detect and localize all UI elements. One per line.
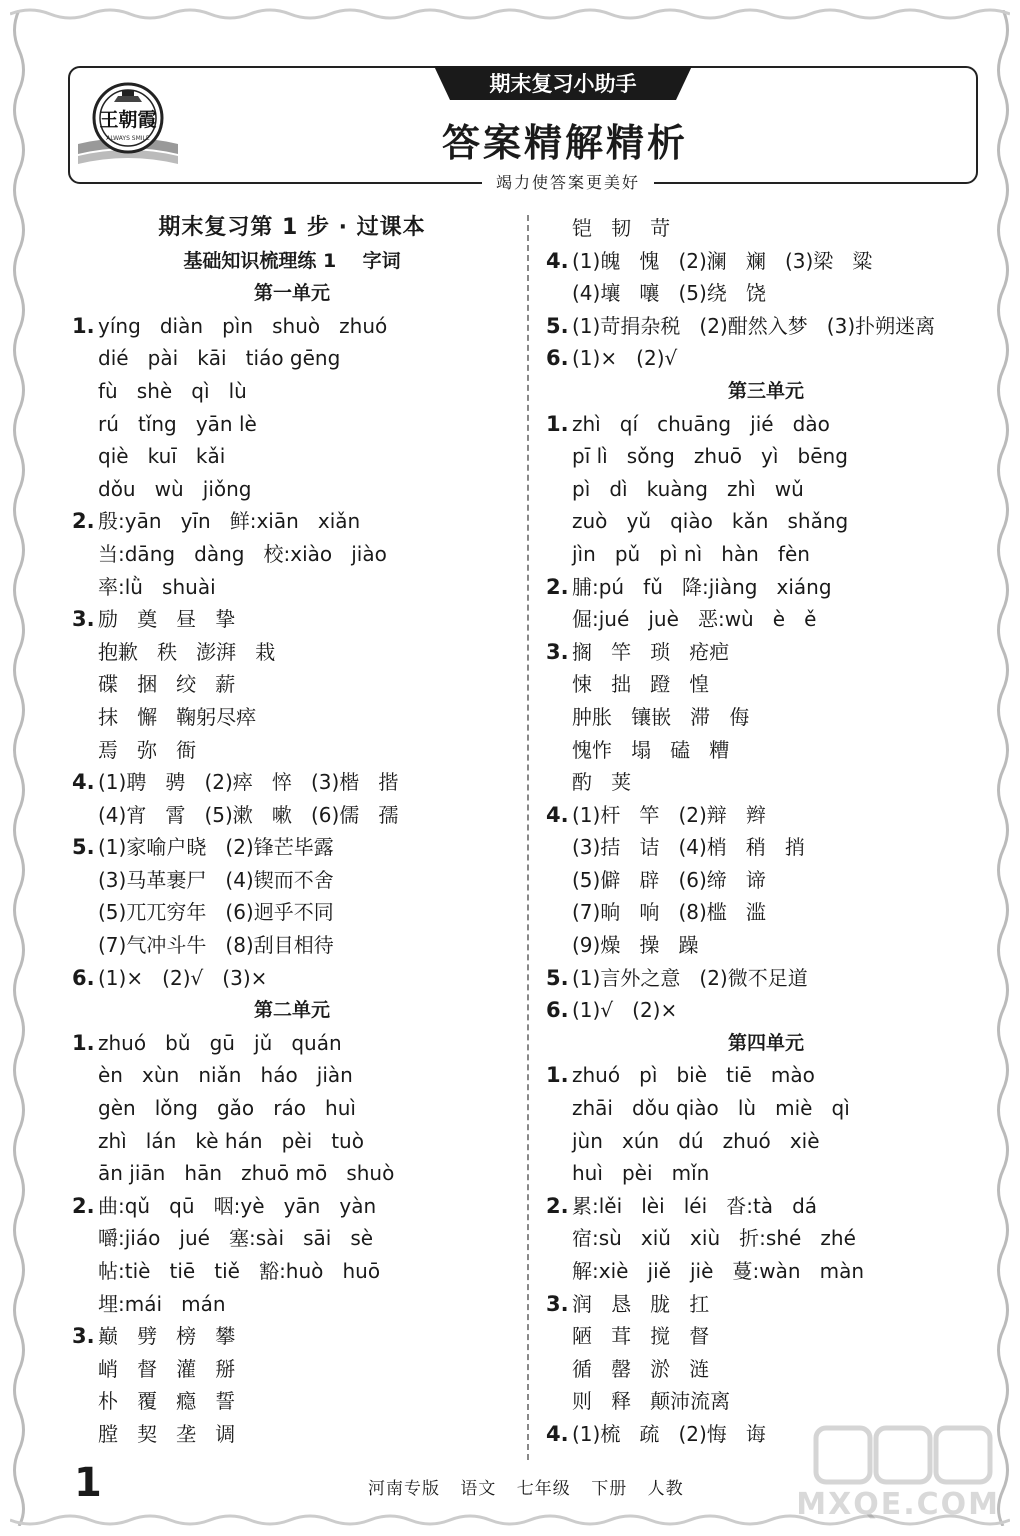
- page-border-right: [992, 10, 1014, 1526]
- item-number: 4.: [546, 802, 569, 827]
- heading-text: 第三单元: [727, 379, 804, 402]
- answer-item: [72, 310, 512, 343]
- answer-continuation: [72, 701, 512, 734]
- right-column: [546, 212, 986, 1451]
- answer-text: (1)魄 愧 (2)澜 斓 (3)梁 粱: [572, 248, 873, 273]
- item-number: 3.: [546, 639, 569, 664]
- answer-continuation: [546, 1157, 986, 1190]
- answer-continuation: [546, 1353, 986, 1386]
- answer-item: [546, 342, 986, 375]
- heading-text: 第一单元: [253, 282, 330, 305]
- answer-continuation: [546, 277, 986, 310]
- answer-text: (3)拮 诘 (4)梢 稍 捎: [572, 835, 805, 860]
- watermark-text: MXQE.COM: [796, 1487, 1000, 1522]
- answer-continuation: [72, 1222, 512, 1255]
- answer-text: 悚 拙 蹬 惶: [572, 672, 710, 697]
- page-header: [68, 66, 978, 192]
- item-number: 5.: [546, 313, 569, 338]
- answer-text: 宿:sù xiǔ xiù 折:shé zhé: [572, 1226, 856, 1251]
- answer-text: fù shè qì lù: [98, 378, 247, 403]
- answer-continuation: [72, 1059, 512, 1092]
- answer-item: [546, 1190, 986, 1223]
- answer-continuation: [546, 668, 986, 701]
- answer-continuation: [546, 1255, 986, 1288]
- answer-continuation: [546, 473, 986, 506]
- answer-continuation: [72, 896, 512, 929]
- footer-info: 河南专版 语文 七年级 下册 人教: [368, 1479, 684, 1499]
- watermark: [796, 1422, 1000, 1522]
- header-tag: [450, 66, 676, 100]
- answer-text: 埋:mái mán: [98, 1291, 226, 1316]
- answer-continuation: [72, 668, 512, 701]
- answer-text: 膛 契 垄 调: [98, 1421, 236, 1446]
- answer-continuation: [546, 864, 986, 897]
- answer-text: (1)聘 骋 (2)瘁 悴 (3)楷 揩: [98, 770, 399, 795]
- svg-text:ALWAYS SMILE: ALWAYS SMILE: [106, 135, 150, 142]
- answer-text: 解:xiè jiě jiè 蔓:wàn màn: [572, 1259, 865, 1283]
- answer-continuation: [546, 1385, 986, 1418]
- answer-continuation: [72, 1353, 512, 1386]
- page-subtitle: 竭力使答案更美好: [482, 170, 654, 193]
- answer-item: [546, 799, 986, 832]
- answer-text: yíng diàn pìn shuò zhuó: [98, 313, 388, 338]
- item-number: 2.: [546, 1193, 569, 1218]
- answer-text: 肿胀 镶嵌 滞 侮: [572, 704, 750, 729]
- answer-text: 则 释 颠沛流离: [572, 1389, 731, 1414]
- answer-text: (1)言外之意 (2)微不足道: [572, 965, 808, 990]
- answer-item: [546, 636, 986, 669]
- item-number: 1.: [72, 1030, 95, 1055]
- item-number: 2.: [72, 509, 95, 534]
- answer-continuation: [546, 212, 986, 245]
- answer-text: 朴 覆 瘾 誓: [98, 1389, 236, 1414]
- answer-continuation: [72, 1125, 512, 1158]
- answer-continuation: [72, 1157, 512, 1190]
- answer-text: 当:dāng dàng 校:xiào jiào: [98, 541, 387, 566]
- answer-item: [546, 1059, 986, 1092]
- answer-item: [546, 1288, 986, 1321]
- answer-text: 脯:pú fǔ 降:jiàng xiáng: [572, 574, 832, 599]
- answer-text: zhì lán kè hán pèi tuò: [98, 1128, 364, 1153]
- answer-text: (1)× (2)√: [572, 346, 678, 371]
- answer-continuation: [546, 929, 986, 962]
- answer-text: zhuó bǔ gū jǔ quán: [98, 1030, 342, 1055]
- answer-text: (9)燥 操 躁: [572, 933, 699, 958]
- answer-text: ān jiān hān zhuō mō shuò: [98, 1161, 395, 1186]
- answer-text: (3)马革裹尸 (4)锲而不舍: [98, 867, 334, 892]
- answer-item: [72, 603, 512, 636]
- page-title: 答案精解精析: [441, 121, 688, 165]
- answer-text: zuò yǔ qiào kǎn shǎng: [572, 509, 849, 534]
- answer-text: 酌 荚: [572, 770, 632, 795]
- answer-text: zhì qí chuāng jié dào: [572, 411, 830, 436]
- answer-text: èn xùn niǎn háo jiàn: [98, 1063, 353, 1088]
- answer-text: rú tǐng yān lè: [98, 411, 257, 436]
- answer-text: 循 罄 淤 涟: [572, 1356, 710, 1381]
- answer-continuation: [72, 1418, 512, 1451]
- section-heading: [72, 245, 512, 278]
- answer-continuation: [546, 440, 986, 473]
- answer-text: (1)苛捐杂税 (2)酣然入梦 (3)扑朔迷离: [572, 313, 936, 338]
- unit-heading: [546, 1027, 986, 1060]
- item-number: 6.: [546, 998, 569, 1023]
- item-number: 1.: [546, 411, 569, 436]
- item-number: 6.: [546, 346, 569, 371]
- answer-text: (1)× (2)√ (3)×: [98, 965, 268, 990]
- answer-continuation: [72, 375, 512, 408]
- answer-text: 嚼:jiáo jué 塞:sài sāi sè: [98, 1226, 374, 1251]
- answer-item: [546, 245, 986, 278]
- answer-item: [72, 1320, 512, 1353]
- answer-continuation: [546, 1320, 986, 1353]
- answer-text: 润 恳 胧 扛: [572, 1291, 710, 1316]
- answer-continuation: [546, 896, 986, 929]
- answer-text: 帖:tiè tiē tiě 豁:huò huō: [98, 1259, 381, 1283]
- answer-item: [546, 962, 986, 995]
- page-border-left: [8, 10, 30, 1526]
- answer-text: (7)晌 响 (8)槛 滥: [572, 900, 766, 925]
- answer-continuation: [72, 1385, 512, 1418]
- answer-text: (1)√ (2)×: [572, 998, 678, 1023]
- answer-continuation: [546, 1222, 986, 1255]
- answer-text: (5)僻 辟 (6)缔 谛: [572, 867, 766, 892]
- answer-text: 倔:jué juè 恶:wù è ě: [572, 607, 817, 632]
- answer-continuation: [72, 864, 512, 897]
- answer-text: 殷:yān yīn 鲜:xiān xiǎn: [98, 509, 361, 534]
- answer-text: 陋 茸 搅 督: [572, 1324, 710, 1349]
- answer-text: 巅 劈 榜 攀: [98, 1324, 236, 1349]
- heading-text: 第四单元: [727, 1031, 804, 1054]
- unit-heading: [72, 994, 512, 1027]
- item-number: 6.: [72, 965, 95, 990]
- answer-continuation: [546, 538, 986, 571]
- item-number: 4.: [72, 770, 95, 795]
- answer-item: [72, 1027, 512, 1060]
- answer-text: 愧怍 塌 磕 糟: [572, 737, 730, 762]
- answer-text: 铠 韧 苛: [572, 216, 671, 240]
- section-heading: [72, 212, 512, 245]
- answer-continuation: [546, 831, 986, 864]
- answer-text: 抱歉 秩 澎湃 栽: [98, 639, 276, 664]
- item-number: 5.: [72, 835, 95, 860]
- answer-text: gèn lǒng gǎo ráo huì: [98, 1096, 356, 1121]
- heading-text: 期末复习第 1 步 · 过课本: [158, 215, 426, 240]
- answer-continuation: [72, 1255, 512, 1288]
- answer-continuation: [72, 408, 512, 441]
- answer-item: [72, 505, 512, 538]
- answer-continuation: [72, 734, 512, 767]
- answer-continuation: [72, 1092, 512, 1125]
- answer-text: (4)宵 霄 (5)漱 嗽 (6)儒 孺: [98, 802, 399, 827]
- answer-text: 累:lěi lèi léi 沓:tà dá: [572, 1193, 818, 1218]
- answer-item: [546, 571, 986, 604]
- unit-heading: [72, 277, 512, 310]
- brand-logo: [74, 74, 182, 174]
- answer-item: [72, 962, 512, 995]
- answer-continuation: [72, 929, 512, 962]
- answer-text: pī lì sǒng zhuō yì bēng: [572, 444, 848, 469]
- page-border-top: [10, 6, 1010, 22]
- header-tag-text: 期末复习小助手: [489, 72, 637, 96]
- heading-text: 第二单元: [253, 999, 330, 1022]
- answer-continuation: [546, 701, 986, 734]
- answer-text: huì pèi mǐn: [572, 1161, 710, 1186]
- item-number: 1.: [72, 313, 95, 338]
- answer-continuation: [72, 440, 512, 473]
- item-number: 3.: [72, 1324, 95, 1349]
- answer-continuation: [72, 538, 512, 571]
- answer-item: [546, 408, 986, 441]
- answer-item: [72, 766, 512, 799]
- answer-text: (5)兀兀穷年 (6)迥乎不同: [98, 900, 334, 925]
- answer-text: jùn xún dú zhuó xiè: [572, 1128, 820, 1153]
- item-number: 2.: [546, 574, 569, 599]
- answer-text: 焉 弥 衙: [98, 737, 197, 762]
- answer-text: dié pài kāi tiáo gēng: [98, 346, 341, 371]
- item-number: 3.: [72, 607, 95, 632]
- answer-text: dǒu wù jiǒng: [98, 476, 252, 501]
- answer-text: 抹 懈 鞠躬尽瘁: [98, 704, 257, 729]
- answer-continuation: [72, 571, 512, 604]
- column-divider: [527, 215, 529, 1460]
- answer-item: [72, 1190, 512, 1223]
- item-number: 4.: [546, 1421, 569, 1446]
- answer-text: (1)梳 疏 (2)悔 诲: [572, 1421, 766, 1446]
- answer-text: 率:lǜ shuài: [98, 574, 216, 599]
- answer-continuation: [546, 603, 986, 636]
- answer-text: (4)壤 嚷 (5)绕 饶: [572, 281, 766, 306]
- answer-continuation: [546, 1125, 986, 1158]
- left-column: [72, 212, 512, 1451]
- item-number: 4.: [546, 248, 569, 273]
- answer-text: 峭 督 灌 掰: [98, 1356, 236, 1381]
- answer-item: [546, 310, 986, 343]
- answer-text: zhuó pì biè tiē mào: [572, 1063, 815, 1088]
- item-number: 1.: [546, 1063, 569, 1088]
- answer-text: (1)杆 竿 (2)辩 辫: [572, 802, 766, 827]
- page-number: 1: [74, 1460, 102, 1506]
- answer-text: (7)气冲斗牛 (8)刮目相待: [98, 933, 334, 958]
- item-number: 5.: [546, 965, 569, 990]
- answer-text: qiè kuī kǎi: [98, 444, 226, 469]
- answer-continuation: [546, 766, 986, 799]
- unit-heading: [546, 375, 986, 408]
- answer-continuation: [72, 636, 512, 669]
- answer-continuation: [72, 799, 512, 832]
- answer-continuation: [546, 505, 986, 538]
- answer-continuation: [72, 342, 512, 375]
- item-number: 2.: [72, 1193, 95, 1218]
- answer-text: jìn pǔ pì nì hàn fèn: [572, 541, 810, 566]
- answer-item: [546, 994, 986, 1027]
- answer-text: 搁 竿 琐 疮疤: [572, 639, 730, 664]
- watermark-icon: [810, 1422, 1000, 1492]
- answer-text: pì dì kuàng zhì wǔ: [572, 476, 804, 501]
- answer-continuation: [72, 473, 512, 506]
- answer-text: zhāi dǒu qiào lù miè qì: [572, 1096, 850, 1121]
- svg-text:王朝霞: 王朝霞: [99, 109, 157, 131]
- item-number: 3.: [546, 1291, 569, 1316]
- heading-text: 基础知识梳理练 1 字词: [183, 249, 401, 272]
- answer-continuation: [546, 1092, 986, 1125]
- answer-text: 碟 捆 绞 薪: [98, 672, 236, 697]
- answer-text: 曲:qǔ qū 咽:yè yān yàn: [98, 1193, 377, 1218]
- answer-continuation: [72, 1288, 512, 1321]
- answer-text: 励 奠 昼 挚: [98, 607, 236, 632]
- answer-text: (1)家喻户晓 (2)锋芒毕露: [98, 835, 334, 860]
- answer-continuation: [546, 734, 986, 767]
- answer-item: [72, 831, 512, 864]
